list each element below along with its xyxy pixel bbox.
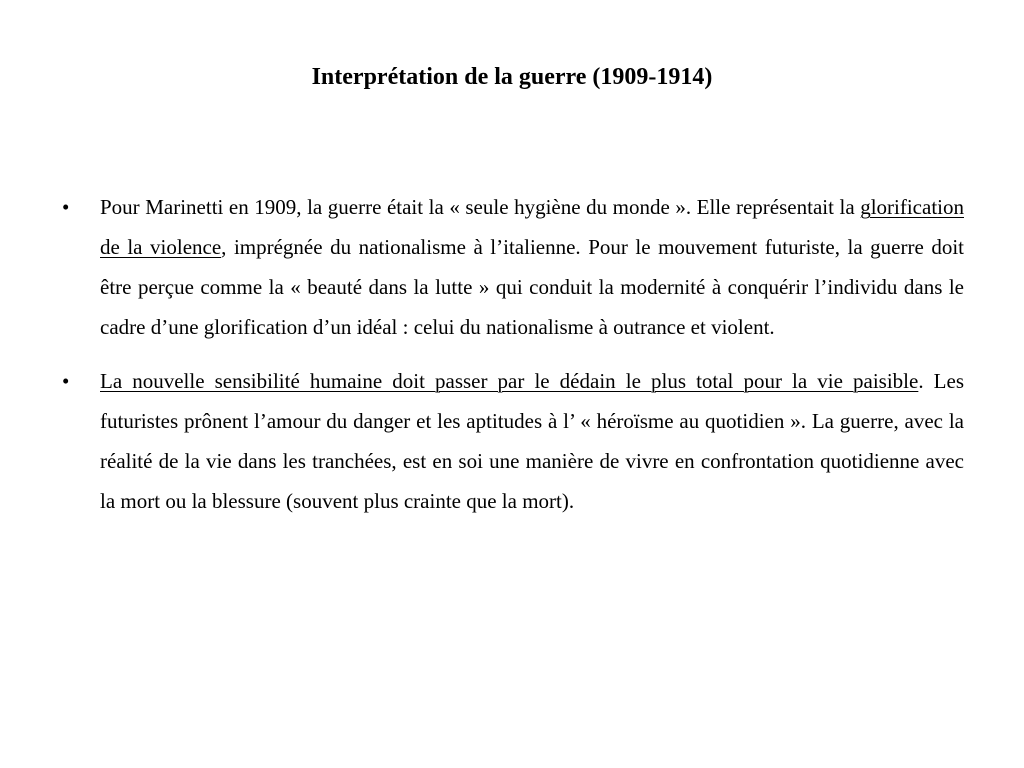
- bullet-text: Pour Marinetti en 1909, la guerre était la « seule hygiène du monde ». Elle représentait la: [100, 195, 861, 219]
- bullet-text: . Les futuristes prônent l’amour du danger et les aptitudes à l’ « héroïsme au quotidien ». La guerre, avec la réalité de la vie dans les tranchées, est en soi une manière de vivre en confrontation quotidienne avec la mort ou la blessure (souvent plus crainte que la mort).: [100, 369, 964, 513]
- bullet-list: [62, 187, 964, 535]
- bullet-dot-icon: •: [62, 195, 70, 219]
- bullet-item-marinetti: [62, 187, 964, 347]
- bullet-item-sensibilite: [62, 361, 964, 521]
- bullet-dot-icon: •: [62, 369, 70, 393]
- underlined-phrase: glorification de la violence: [100, 195, 964, 259]
- bullet-text: , imprégnée du nationalisme à l’italienne. Pour le mouvement futuriste, la guerre doit être perçue comme la « beauté dans la lutte » qui conduit la modernité à conquérir l’individu dans le cadre d’une glorification d’un idéal : celui du nationalisme à outrance et violent.: [100, 235, 965, 339]
- underlined-phrase: La nouvelle sensibilité humaine doit passer par le dédain le plus total pour la vie paisible: [100, 369, 919, 393]
- slide-title: Interprétation de la guerre (1909-1914): [311, 64, 713, 90]
